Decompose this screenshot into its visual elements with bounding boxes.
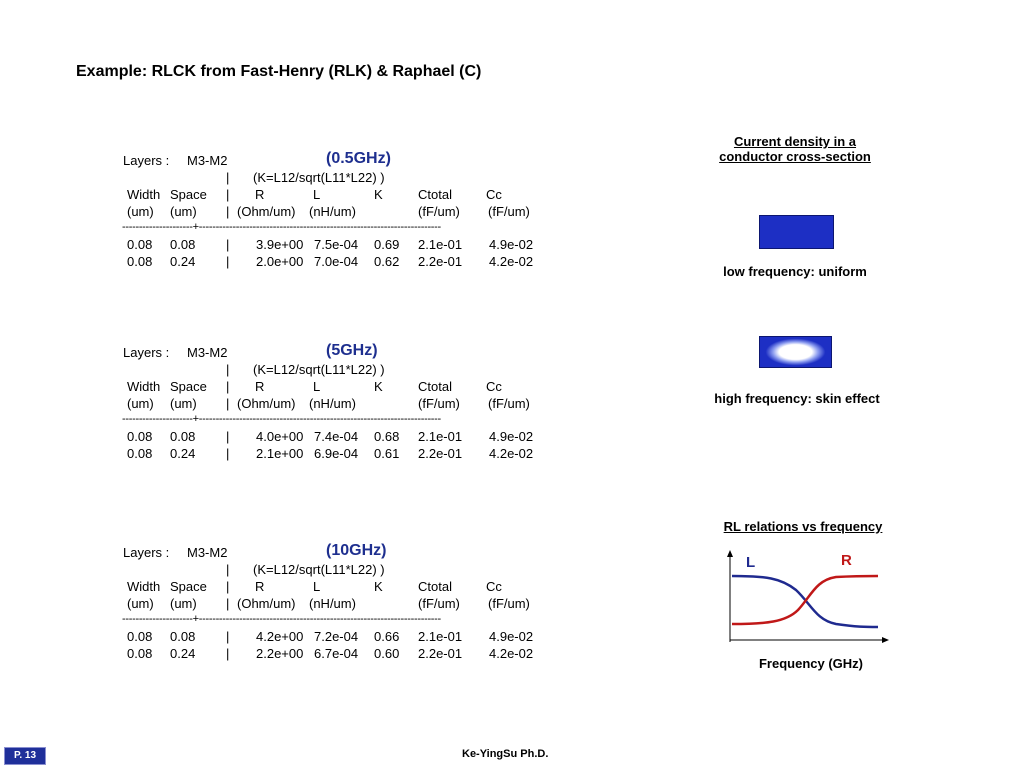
column-header: Ctotal [418, 579, 452, 594]
column-divider: | [226, 579, 230, 594]
column-header: Width [127, 187, 161, 202]
column-header: Cc [486, 579, 502, 594]
uniform-conductor-cross-section [759, 215, 834, 249]
column-divider: | [226, 646, 230, 661]
table-cell: 0.08 [127, 237, 153, 252]
table-cell: 0.61 [374, 446, 400, 461]
column-divider: | [226, 629, 230, 644]
column-divider: | [226, 379, 230, 394]
column-unit: (fF/um) [418, 596, 460, 611]
page-number-badge: P. 13 [4, 747, 46, 765]
column-divider: | [226, 446, 230, 461]
column-header: Space [170, 187, 207, 202]
low-frequency-label: low frequency: uniform [723, 264, 867, 279]
y-axis-arrow [727, 550, 733, 557]
column-header: R [255, 579, 265, 594]
layers-value: M3-M2 [187, 345, 228, 360]
column-unit: (um) [127, 396, 154, 411]
column-unit: (nH/um) [309, 596, 356, 611]
column-divider: | [226, 237, 230, 252]
table-separator: ---------------------+------------------------------------------------------------------------ [122, 613, 441, 625]
column-divider: | [226, 254, 230, 269]
frequency-label: (0.5GHz) [326, 150, 391, 167]
current-density-heading-line1: Current density in a [733, 134, 857, 149]
table-separator: ---------------------+------------------------------------------------------------------------ [122, 413, 441, 425]
table-cell: 4.2e+00 [256, 629, 304, 644]
rl-vs-frequency-plot [716, 548, 892, 648]
table-cell: 4.2e-02 [489, 646, 534, 661]
table-cell: 0.08 [127, 646, 153, 661]
table-cell: 0.08 [170, 429, 196, 444]
column-divider: | [226, 596, 230, 611]
curve-R [732, 576, 878, 624]
table-cell: 0.08 [127, 254, 153, 269]
current-density-heading [700, 134, 890, 164]
slide-title: Example: RLCK from Fast-Henry (RLK) & Raphael (C) [76, 63, 482, 80]
column-unit: (um) [170, 396, 197, 411]
table-cell: 3.9e+00 [256, 237, 304, 252]
column-unit: (nH/um) [309, 396, 356, 411]
column-unit: (fF/um) [418, 396, 460, 411]
column-header: Ctotal [418, 379, 452, 394]
table-cell: 0.08 [127, 629, 153, 644]
curve-L-label: L [746, 554, 756, 571]
table-cell: 0.60 [374, 646, 400, 661]
table-cell: 4.9e-02 [489, 629, 534, 644]
k-definition: (K=L12/sqrt(L11*L22) ) [253, 562, 385, 577]
table-cell: 4.2e-02 [489, 254, 534, 269]
table-cell: 2.2e+00 [256, 646, 304, 661]
layers-label: Layers : [123, 545, 170, 560]
column-header: Width [127, 579, 161, 594]
footer-author: Ke-YingSu Ph.D. [462, 748, 549, 760]
column-unit: (Ohm/um) [237, 204, 296, 219]
column-header: Space [170, 579, 207, 594]
table-cell: 0.08 [127, 446, 153, 461]
column-header: K [374, 187, 383, 202]
column-unit: (fF/um) [488, 396, 530, 411]
column-unit: (nH/um) [309, 204, 356, 219]
curve-R-label: R [841, 552, 852, 569]
table-cell: 0.08 [170, 629, 196, 644]
column-divider: | [226, 562, 230, 577]
frequency-label: (10GHz) [326, 542, 387, 559]
column-header: Cc [486, 187, 502, 202]
layers-value: M3-M2 [187, 545, 228, 560]
column-divider: | [226, 429, 230, 444]
table-separator: ---------------------+------------------------------------------------------------------------ [122, 221, 441, 233]
column-unit: (um) [127, 596, 154, 611]
table-cell: 0.24 [170, 446, 196, 461]
table-cell: 0.68 [374, 429, 400, 444]
table-cell: 7.5e-04 [314, 237, 359, 252]
column-unit: (Ohm/um) [237, 596, 296, 611]
column-unit: (um) [127, 204, 154, 219]
table-cell: 4.2e-02 [489, 446, 534, 461]
current-density-heading-line2: conductor cross-section [719, 149, 871, 164]
column-divider: | [226, 396, 230, 411]
k-definition: (K=L12/sqrt(L11*L22) ) [253, 362, 385, 377]
table-cell: 2.1e+00 [256, 446, 304, 461]
skin-effect-conductor-cross-section [759, 336, 832, 368]
table-cell: 0.24 [170, 254, 196, 269]
table-cell: 2.2e-01 [418, 646, 463, 661]
column-header: R [255, 187, 265, 202]
column-header: R [255, 379, 265, 394]
layers-label: Layers : [123, 153, 170, 168]
k-definition: (K=L12/sqrt(L11*L22) ) [253, 170, 385, 185]
table-cell: 7.4e-04 [314, 429, 359, 444]
table-cell: 4.0e+00 [256, 429, 304, 444]
table-cell: 7.0e-04 [314, 254, 359, 269]
table-cell: 6.9e-04 [314, 446, 359, 461]
x-axis-arrow [882, 637, 889, 643]
column-header: L [313, 579, 321, 594]
table-cell: 4.9e-02 [489, 237, 534, 252]
column-unit: (fF/um) [488, 596, 530, 611]
frequency-label: (5GHz) [326, 342, 378, 359]
layers-value: M3-M2 [187, 153, 228, 168]
column-header: Space [170, 379, 207, 394]
table-cell: 7.2e-04 [314, 629, 359, 644]
column-divider: | [226, 170, 230, 185]
table-cell: 0.69 [374, 237, 400, 252]
table-cell: 2.2e-01 [418, 254, 463, 269]
table-cell: 4.9e-02 [489, 429, 534, 444]
table-cell: 2.1e-01 [418, 429, 463, 444]
table-cell: 0.08 [127, 429, 153, 444]
table-cell: 2.0e+00 [256, 254, 304, 269]
column-header: L [313, 379, 321, 394]
table-cell: 0.66 [374, 629, 400, 644]
column-divider: | [226, 362, 230, 377]
table-cell: 0.24 [170, 646, 196, 661]
column-header: K [374, 579, 383, 594]
column-divider: | [226, 187, 230, 202]
table-cell: 0.08 [170, 237, 196, 252]
column-header: K [374, 379, 383, 394]
table-cell: 2.1e-01 [418, 237, 463, 252]
column-header: Width [127, 379, 161, 394]
column-header: Ctotal [418, 187, 452, 202]
rl-relations-heading: RL relations vs frequency [723, 519, 883, 534]
column-unit: (um) [170, 596, 197, 611]
high-frequency-label: high frequency: skin effect [714, 391, 880, 406]
table-cell: 2.1e-01 [418, 629, 463, 644]
column-unit: (fF/um) [418, 204, 460, 219]
column-header: L [313, 187, 321, 202]
table-cell: 0.62 [374, 254, 400, 269]
column-unit: (fF/um) [488, 204, 530, 219]
layers-label: Layers : [123, 345, 170, 360]
frequency-axis-label: Frequency (GHz) [758, 656, 863, 671]
column-unit: (Ohm/um) [237, 396, 296, 411]
column-unit: (um) [170, 204, 197, 219]
table-cell: 6.7e-04 [314, 646, 359, 661]
table-cell: 2.2e-01 [418, 446, 463, 461]
column-divider: | [226, 204, 230, 219]
column-header: Cc [486, 379, 502, 394]
